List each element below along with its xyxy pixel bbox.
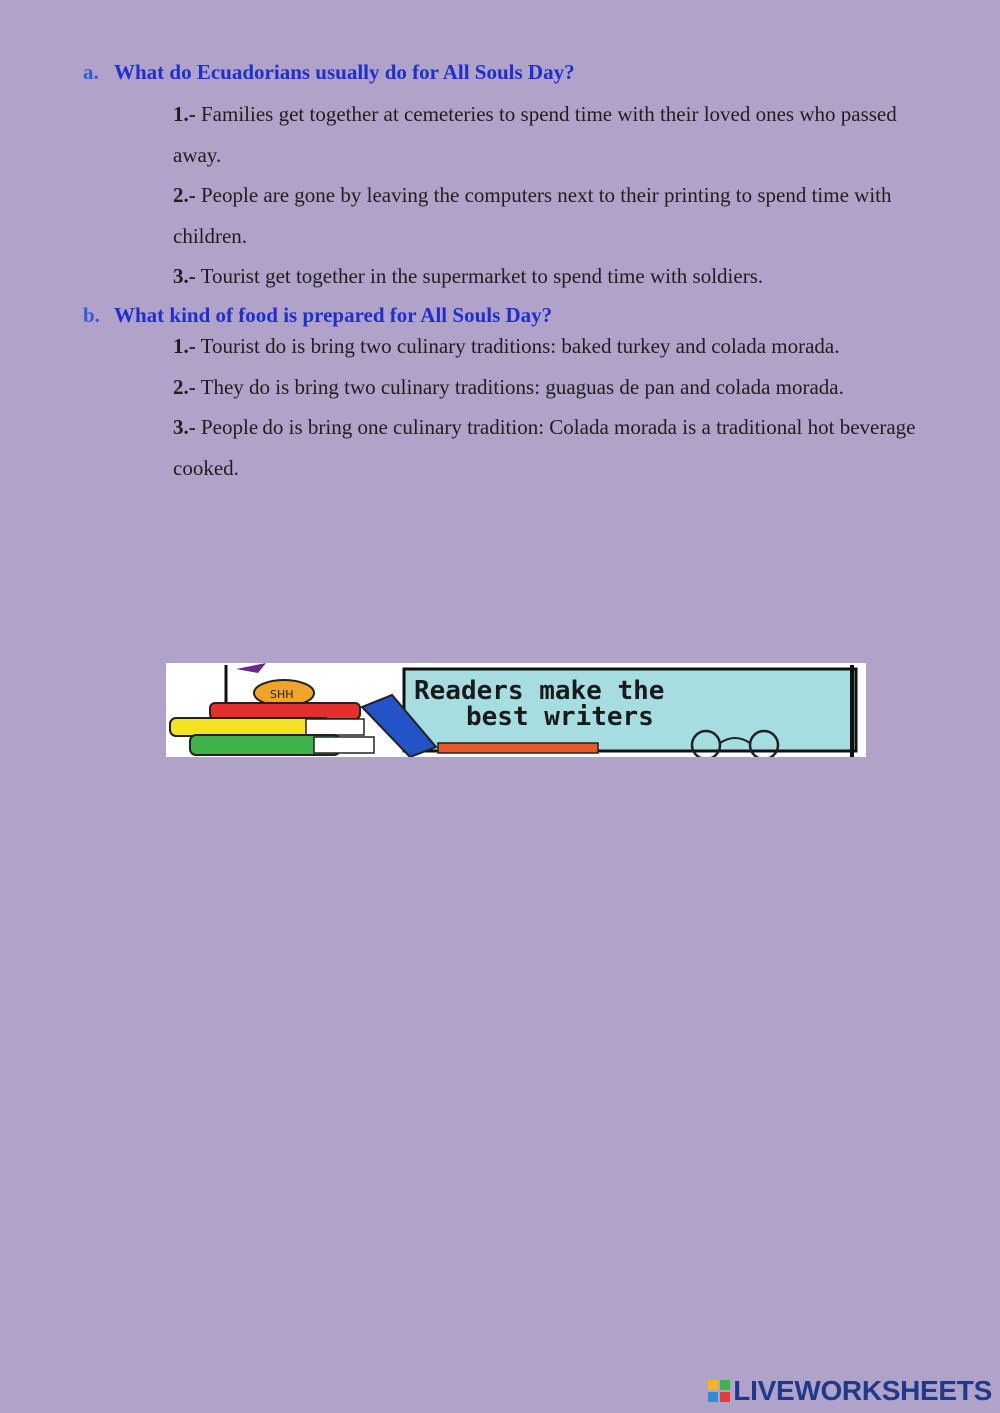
answer-text: Families get together at cemeteries to spend time with their loved ones who passed away. xyxy=(173,102,897,167)
pen-icon xyxy=(236,663,266,673)
answer-list-b xyxy=(173,326,933,488)
answer-list-a xyxy=(173,94,933,297)
answer-text: Tourist do is bring two culinary traditions: baked turkey and colada morada. xyxy=(195,334,840,358)
book-pages xyxy=(314,737,374,753)
answer-option[interactable] xyxy=(173,256,933,297)
question-b xyxy=(83,303,552,328)
brand-name: LIVEWORKSHEETS xyxy=(733,1375,992,1406)
book-red-icon xyxy=(210,703,360,719)
answer-option[interactable] xyxy=(173,407,933,488)
answer-number: 1.- xyxy=(173,334,196,358)
banner-line-1: Readers make the xyxy=(414,676,665,706)
answer-text: They do is bring two culinary traditions: guaguas de pan and colada morada. xyxy=(195,374,844,399)
question-a xyxy=(83,60,575,85)
book-pages xyxy=(306,719,364,735)
answer-text: People are gone by leaving the computers next to their printing to spend time with children. xyxy=(173,183,892,248)
answer-number: 2.- xyxy=(173,374,196,399)
answer-text: Tourist get together in the supermarket to spend time with soldiers. xyxy=(195,264,764,288)
answer-option[interactable] xyxy=(173,94,933,175)
liveworksheets-logo-icon xyxy=(707,1379,731,1403)
question-letter: a. xyxy=(83,60,99,84)
answer-number: 1.- xyxy=(173,102,196,126)
answer-option[interactable] xyxy=(173,326,933,367)
bag-label: SHH xyxy=(270,688,294,701)
answer-text: People do is bring one culinary tradition: Colada morada is a traditional hot beverage cooked. xyxy=(173,415,916,480)
question-text: What do Ecuadorians usually do for All Souls Day? xyxy=(114,60,575,84)
readers-banner-image xyxy=(166,663,866,757)
book-orange-icon xyxy=(438,743,598,753)
question-letter: b. xyxy=(83,303,100,327)
answer-number: 2.- xyxy=(173,183,196,207)
question-text: What kind of food is prepared for All Souls Day? xyxy=(114,303,553,327)
banner-illustration xyxy=(166,663,866,757)
answer-option[interactable] xyxy=(173,175,933,256)
answer-option[interactable] xyxy=(173,367,933,408)
answer-number: 3.- xyxy=(173,415,196,439)
answer-number: 3.- xyxy=(173,264,196,288)
liveworksheets-brand[interactable] xyxy=(707,1375,992,1407)
banner-line-2: best writers xyxy=(466,702,654,732)
